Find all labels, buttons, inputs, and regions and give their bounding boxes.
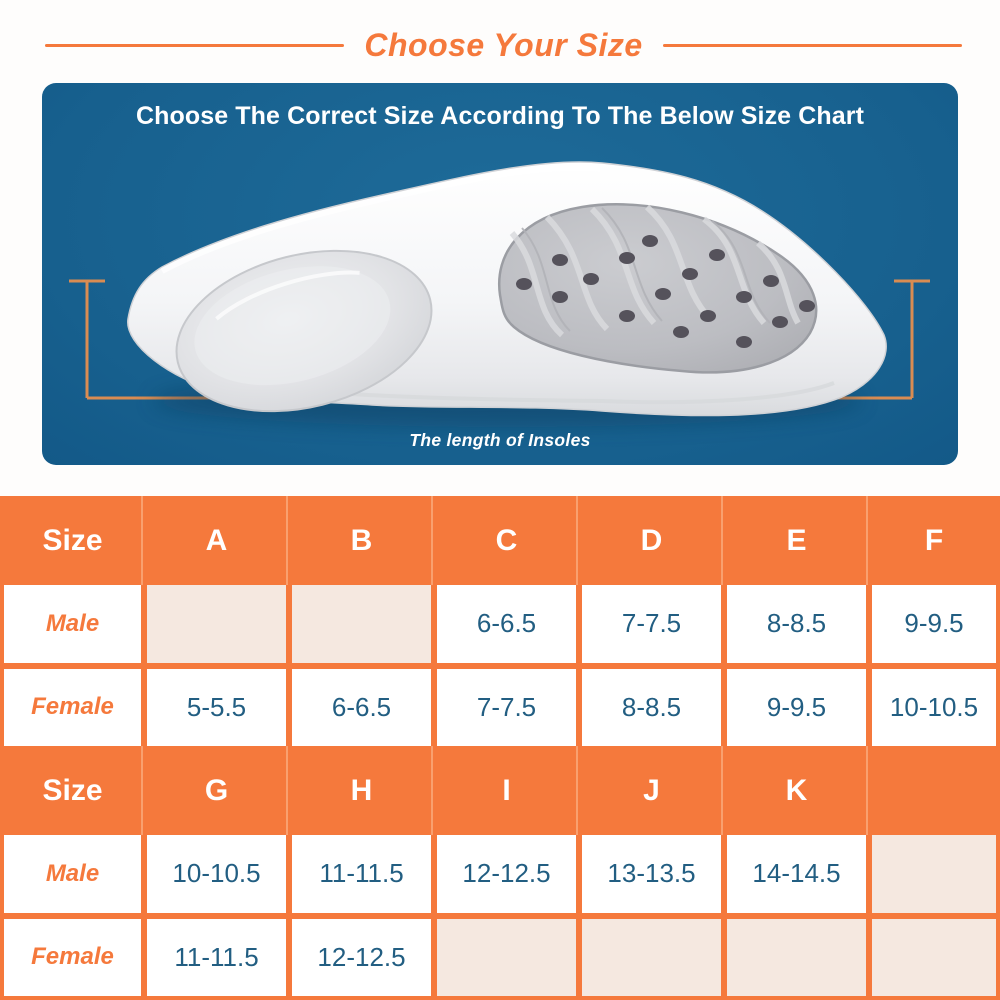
size-value-cell: 14-14.5 xyxy=(727,835,866,912)
size-value-cell: 7-7.5 xyxy=(437,669,576,746)
column-header-h: H xyxy=(286,746,437,835)
size-chart-panel xyxy=(42,83,958,465)
empty-cell xyxy=(872,835,996,912)
row-label-female: Female xyxy=(4,669,141,746)
column-header-e: E xyxy=(721,496,872,585)
size-value-cell: 9-9.5 xyxy=(727,669,866,746)
column-header-k: K xyxy=(721,746,872,835)
row-label-female: Female xyxy=(4,919,141,996)
page-title: Choose Your Size xyxy=(364,26,643,63)
title-row xyxy=(45,26,962,64)
column-header-i: I xyxy=(431,746,582,835)
column-header-d: D xyxy=(576,496,727,585)
size-value-cell: 10-10.5 xyxy=(147,835,286,912)
column-header-size: Size xyxy=(0,746,147,835)
panel-heading: Choose The Correct Size According To The Below Size Chart xyxy=(135,102,865,130)
column-header-c: C xyxy=(431,496,582,585)
size-table xyxy=(0,502,1000,1000)
empty-cell xyxy=(872,919,996,996)
size-value-cell: 12-12.5 xyxy=(437,835,576,912)
size-value-cell: 8-8.5 xyxy=(582,669,721,746)
empty-cell xyxy=(582,919,721,996)
size-value-cell: 10-10.5 xyxy=(872,669,996,746)
column-header-a: A xyxy=(141,496,292,585)
size-value-cell: 11-11.5 xyxy=(292,835,431,912)
size-value-cell: 7-7.5 xyxy=(582,585,721,662)
column-header-size: Size xyxy=(0,496,147,585)
size-value-cell: 13-13.5 xyxy=(582,835,721,912)
size-value-cell: 12-12.5 xyxy=(292,919,431,996)
empty-cell xyxy=(437,919,576,996)
empty-cell xyxy=(292,585,431,662)
column-header-j: J xyxy=(576,746,727,835)
column-header-g: G xyxy=(141,746,292,835)
length-caption: The length of Insoles xyxy=(409,430,591,450)
size-value-cell: 11-11.5 xyxy=(147,919,286,996)
size-value-cell: 6-6.5 xyxy=(292,669,431,746)
empty-cell xyxy=(727,919,866,996)
row-label-male: Male xyxy=(4,585,141,662)
size-value-cell: 8-8.5 xyxy=(727,585,866,662)
title-divider-left xyxy=(45,44,344,47)
row-label-male: Male xyxy=(4,835,141,912)
insole-illustration xyxy=(42,83,958,465)
size-value-cell: 9-9.5 xyxy=(872,585,996,662)
size-value-cell: 5-5.5 xyxy=(147,669,286,746)
column-header-empty xyxy=(866,746,1000,835)
column-header-b: B xyxy=(286,496,437,585)
size-value-cell: 6-6.5 xyxy=(437,585,576,662)
column-header-f: F xyxy=(866,496,1000,585)
empty-cell xyxy=(147,585,286,662)
title-divider-right xyxy=(663,44,962,47)
